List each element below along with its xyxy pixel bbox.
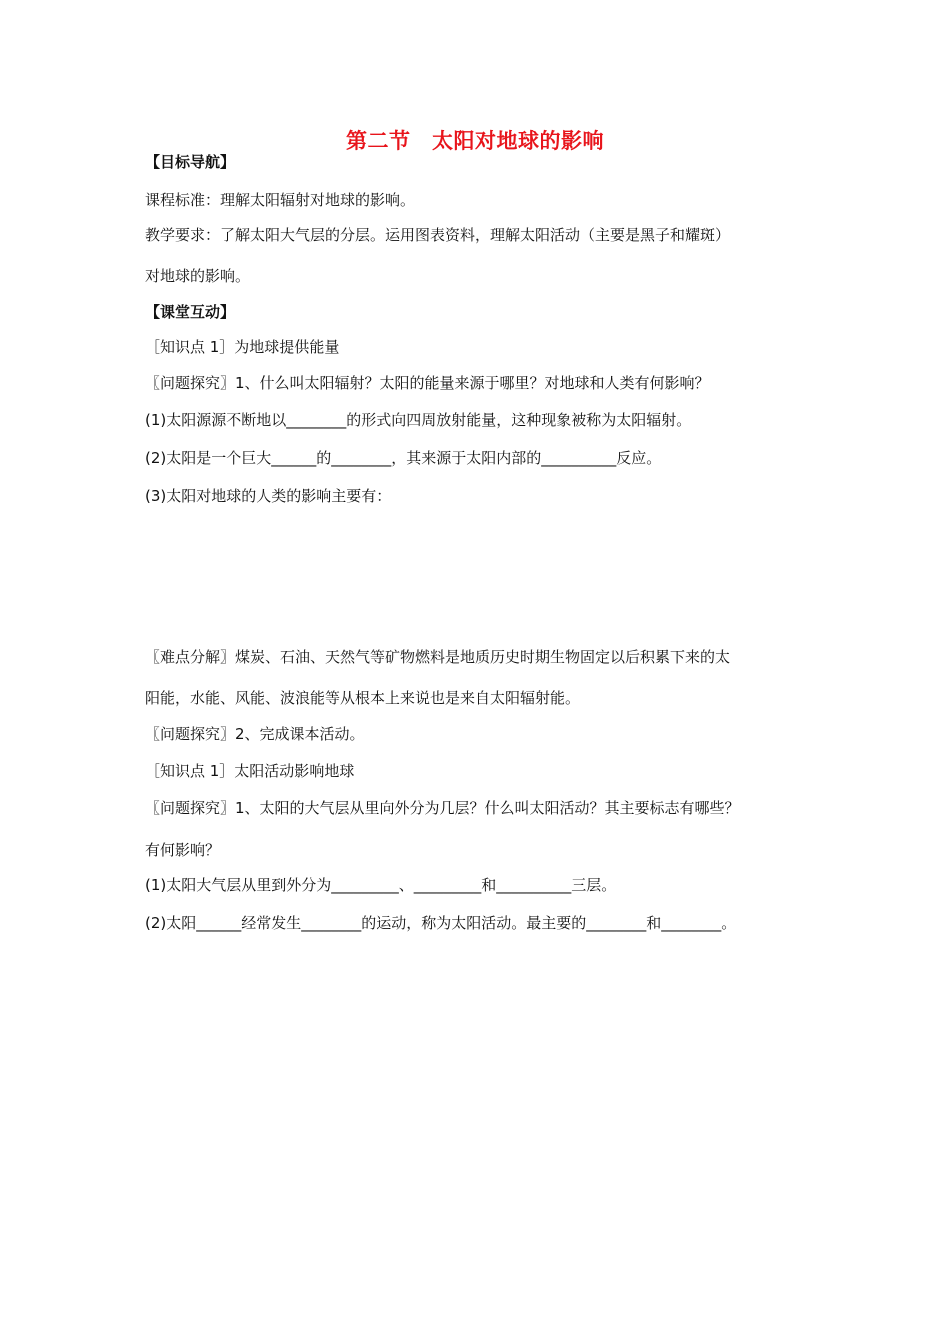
question-explore-3-line-1: 〖问题探究〗1、太阳的大气层从里向外分为几层？什么叫太阳活动？其主要标志有哪些？: [145, 799, 740, 817]
question-3-item-2: (2)太阳______经常发生________的运动，称为太阳活动。最主要的________和________。: [145, 914, 737, 932]
question-1-item-1: (1)太阳源源不断地以________的形式向四周放射能量，这种现象被称为太阳辐射。: [145, 411, 692, 429]
knowledge-point-2: ［知识点 1］太阳活动影响地球: [145, 762, 355, 780]
knowledge-point-1: ［知识点 1］为地球提供能量: [145, 338, 340, 356]
teaching-requirement-line-2: 对地球的影响。: [145, 267, 251, 285]
teaching-requirement-line-1: 教学要求：了解太阳大气层的分层。运用图表资料，理解太阳活动（主要是黑子和耀斑）: [145, 226, 731, 244]
question-explore-1: 〖问题探究〗1、什么叫太阳辐射？太阳的能量来源于哪里？对地球和人类有何影响？: [145, 374, 710, 392]
curriculum-standard: 课程标准：理解太阳辐射对地球的影响。: [145, 191, 416, 209]
page-title: 第二节 太阳对地球的影响: [346, 129, 604, 153]
question-3-item-1: (1)太阳大气层从里到外分为_________、_________和__________三层。: [145, 876, 617, 894]
difficulty-analysis-line-2: 阳能，水能、风能、波浪能等从根本上来说也是来自太阳辐射能。: [145, 689, 581, 707]
class-interaction-heading: 【课堂互动】: [145, 303, 236, 321]
question-1-item-2: (2)太阳是一个巨大______的________，其来源于太阳内部的__________反应。: [145, 449, 662, 467]
goal-heading: 【目标导航】: [145, 153, 236, 171]
question-explore-3-line-2: 有何影响？: [145, 841, 221, 859]
difficulty-analysis-line-1: 〖难点分解〗煤炭、石油、天然气等矿物燃料是地质历史时期生物固定以后积累下来的太: [145, 648, 731, 666]
question-1-item-3: (3)太阳对地球的人类的影响主要有：: [145, 487, 392, 505]
question-explore-2: 〖问题探究〗2、完成课本活动。: [145, 725, 365, 743]
